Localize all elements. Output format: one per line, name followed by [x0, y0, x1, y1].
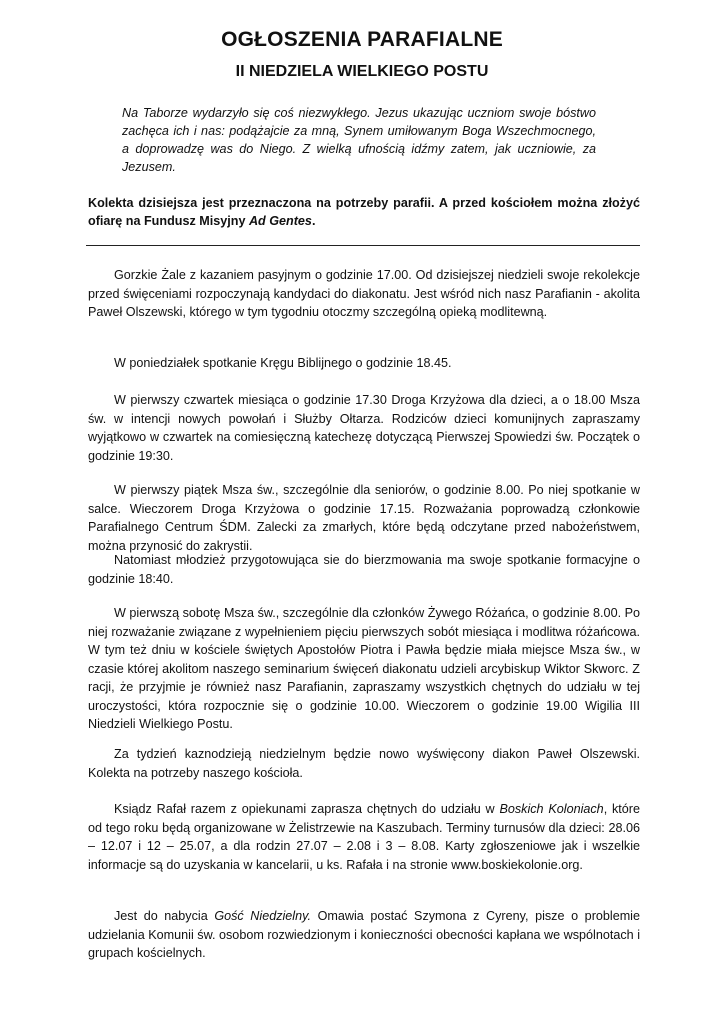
camps-name: Boskich Koloniach: [499, 802, 604, 816]
magazine-text-start: Jest do nabycia: [114, 909, 215, 923]
camps-text-start: Ksiądz Rafał razem z opiekunami zaprasza chętnych do udziału w: [114, 802, 500, 816]
announcement-friday: W pierwszy piątek Msza św., szczególnie dla seniorów, o godzinie 8.00. Po niej spotkanie w salce. Wieczorem Droga Krzyżowa o godzinie 17.15. Rozważania poprowadzą członkowie Parafialnego Centrum ŚDM. Zalecki za zmarłych, które będą odczytane przed nabożeństwem, można przynosić do zakrystii.: [88, 483, 640, 553]
page-subtitle: II NIEDZIELA WIELKIEGO POSTU: [235, 63, 489, 80]
collection-fund-name: Ad Gentes: [248, 214, 312, 228]
collection-end: .: [311, 214, 316, 228]
intro-paragraph: Na Taborze wydarzyło się coś niezwykłego. Jezus ukazując uczniom swoje bóstwo zachęca ich i nas: podążajcie za mną, Synem umiłowanym Boga Wszechmocnego, a doprowadzę was do Niego. Z wielką ufnością idźmy zatem, jak uczniowie, za Jezusem.: [122, 106, 596, 174]
page-title: OGŁOSZENIA PARAFIALNE: [221, 28, 503, 51]
announcement-monday: W poniedziałek spotkanie Kręgu Biblijnego o godzinie 18.45.: [114, 356, 452, 370]
section-divider: [86, 245, 640, 246]
announcement-confirmation: Natomiast młodzież przygotowująca sie do bierzmowania ma swoje spotkanie formacyjne o godzinie 18:40.: [88, 553, 640, 586]
magazine-title: Gość Niedzielny.: [214, 909, 311, 923]
collection-text: Kolekta dzisiejsza jest przeznaczona na potrzeby parafii. A przed kościołem można złożyć ofiarę na Fundusz Misyjny: [88, 196, 640, 228]
announcement-magazine: [88, 907, 640, 963]
collection-note: [88, 194, 640, 230]
announcement-saturday: W pierwszą sobotę Msza św., szczególnie dla członków Żywego Różańca, o godzinie 8.00. Po niej rozważanie związane z wypełnieniem pięciu pierwszych sobót miesiąca i modlitwa różańcowa. W tym też dniu w kościele świętych Apostołów Piotra i Pawła będzie miała miejsce Msza św., w czasie której akolitom naszego seminarium święceń diakonatu udzieli arcybiskup Wiktor Skworc. Z racji, że przyjmie je również nasz Parafianin, zapraszamy wszystkich chętnych do udziału w tej uroczystości, która rozpocznie się o godzinie 10.00. Wieczorem o godzinie 19.00 Wigilia III Niedzieli Wielkiego Postu.: [88, 606, 640, 731]
announcement-thursday: W pierwszy czwartek miesiąca o godzinie 17.30 Droga Krzyżowa dla dzieci, a o 18.00 Msza św. w intencji nowych powołań i Służby Ołtarza. Rodziców dzieci komunijnych zapraszamy wyjątkowo w czwartek na comiesięczną katechezę dotyczącą Pierwszej Spowiedzi św. Początek o godzinie 19:30.: [88, 393, 640, 463]
camps-text-end: , które od tego roku będą organizowane w Żelistrzewie na Kaszubach. Terminy turnusów dla dzieci: 28.06 – 12.07 i 12 – 25.07, a dla rodzin 27.07 – 2.08 i 3 – 8.08. Karty zgłoszeniowe jak i wszelkie informacje są do uzyskania w kancelarii, u ks. Rafała i na stronie www.boskiekolonie.org.: [88, 802, 640, 872]
announcement-gorzkie-zale: Gorzkie Żale z kazaniem pasyjnym o godzinie 17.00. Od dzisiejszej niedzieli swoje rekolekcje przed święceniami rozpoczynają kandydaci do diakonatu. Jest wśród nich nasz Parafianin - akolita Paweł Olszewski, którego w tym tygodniu otoczmy szczególną opieką modlitewną.: [88, 268, 640, 319]
announcement-next-week: Za tydzień kaznodzieją niedzielnym będzie nowo wyświęcony diakon Paweł Olszewski. Kolekta na potrzeby naszego kościoła.: [88, 747, 640, 780]
magazine-text-end: Omawia postać Szymona z Cyreny, pisze o problemie udzielania Komunii św. osobom rozwiedzionym i konieczności obecności kapłana we wspólnotach i grupach kościelnych.: [88, 909, 640, 960]
announcement-summer-camps: [88, 800, 640, 874]
